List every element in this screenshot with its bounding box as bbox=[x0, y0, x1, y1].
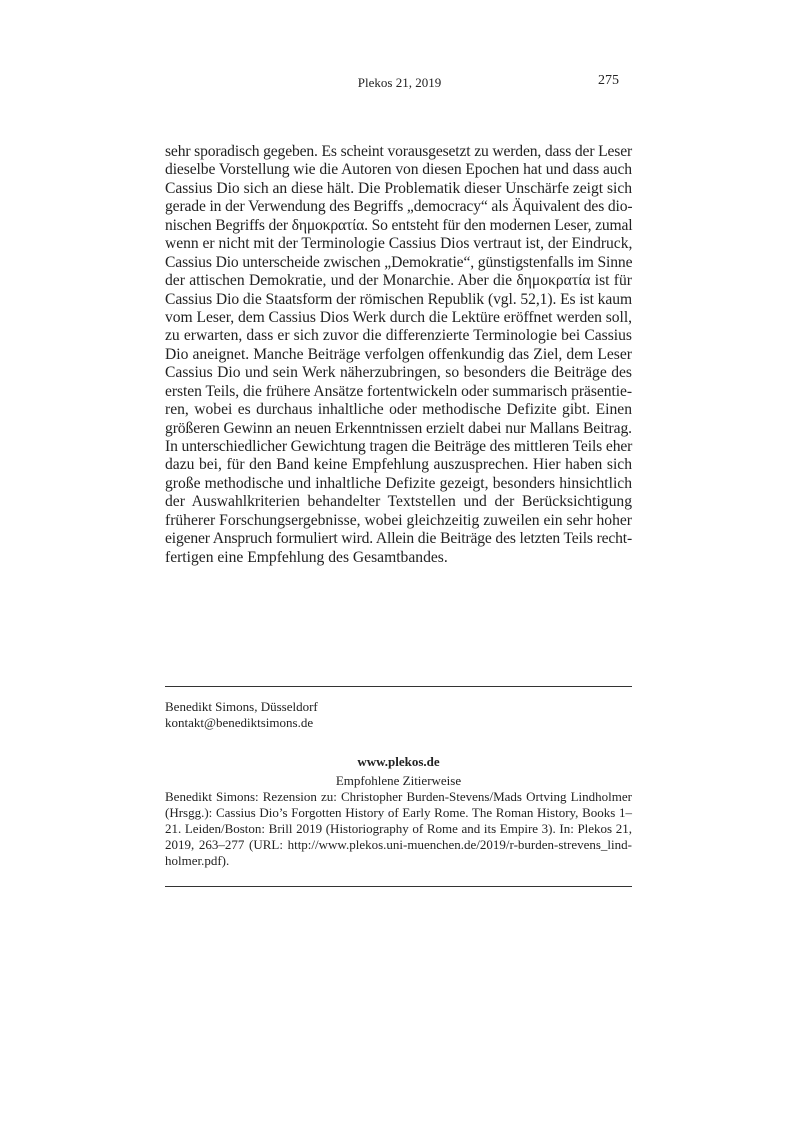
text-line: ren, wobei es durchaus inhaltliche oder methodische Defizite gibt. Einen bbox=[165, 401, 632, 419]
divider-bottom bbox=[165, 886, 632, 887]
text-line: Benedikt Simons: Rezension zu: Christopher Burden-Stevens/Mads Ortving Lindholmer bbox=[165, 789, 632, 804]
text-line: In unterschiedlicher Gewichtung tragen die Beiträge des mittleren Teils eher bbox=[165, 438, 633, 455]
text-line: ersten Teils, die frühere Ansätze fortentwickeln oder summarisch präsentie- bbox=[165, 382, 633, 400]
author-name-place: Benedikt Simons, Düsseldorf bbox=[165, 699, 318, 714]
text-line: fertigen eine Empfehlung des Gesamtbandes. bbox=[165, 548, 448, 566]
running-header: Plekos 21, 2019 bbox=[357, 75, 442, 90]
divider-top bbox=[165, 686, 632, 687]
text-line: Cassius Dio sich an diese hält. Die Problematik dieser Unschärfe zeigt sich bbox=[165, 179, 632, 197]
text-line: der attischen Demokratie, und der Monarchie. Aber die δημοκρατία ist für bbox=[165, 272, 632, 290]
citation bbox=[165, 789, 632, 869]
text-line: 21. Leiden/Boston: Brill 2019 (Historiography of Rome and its Empire 3). In: Plekos 21, bbox=[165, 821, 632, 836]
website-link[interactable]: www.plekos.de bbox=[357, 754, 440, 769]
text-line: große methodische und inhaltliche Defizite gezeigt, besonders hinsichtlich bbox=[165, 474, 632, 492]
text-line: Cassius Dio und sein Werk näherzubringen, so besonders die Beiträge des bbox=[165, 364, 632, 382]
text-line: sehr sporadisch gegeben. Es scheint vorausgesetzt zu werden, dass der Leser bbox=[165, 143, 633, 160]
text-line: dazu bei, für den Band keine Empfehlung auszusprechen. Hier haben sich bbox=[165, 456, 632, 474]
text-line: größeren Gewinn an neuen Erkenntnissen erzielt dabei nur Mallans Beitrag. bbox=[165, 419, 632, 437]
author-info bbox=[165, 699, 632, 731]
text-line: Cassius Dio unterscheide zwischen „Demokratie“, günstigstenfalls im Sinne bbox=[165, 253, 633, 271]
text-line: (Hrsgg.): Cassius Dio’s Forgotten History of Early Rome. The Roman History, Books 1– bbox=[165, 805, 632, 820]
page-number: 275 bbox=[598, 73, 619, 88]
citation-heading: Empfohlene Zitierweise bbox=[335, 773, 462, 788]
text-line: Dio aneignet. Manche Beiträge verfolgen offenkundig das Ziel, dem Leser bbox=[165, 345, 632, 363]
text-line: dieselbe Vorstellung wie die Autoren von diesen Epochen hat und dass auch bbox=[165, 161, 632, 179]
text-line: gerade in der Verwendung des Begriffs „democracy“ als Äquivalent des dio- bbox=[165, 198, 633, 216]
author-email[interactable]: kontakt@benediktsimons.de bbox=[165, 715, 314, 730]
text-line: zu erwarten, dass er sich zuvor die differenzierte Terminologie bei Cassius bbox=[165, 327, 632, 345]
text-line: nischen Begriffs der δημοκρατία. So entsteht für den modernen Leser, zumal bbox=[165, 216, 633, 234]
text-line: holmer.pdf). bbox=[165, 853, 230, 868]
text-line: 2019, 263–277 (URL: http://www.plekos.uni-muenchen.de/2019/r-burden-strevens_lind- bbox=[165, 837, 632, 852]
text-line: vom Leser, dem Cassius Dios Werk durch die Lektüre eröffnet werden soll, bbox=[165, 308, 632, 326]
text-line: eigener Anspruch formuliert wird. Allein die Beiträge des letzten Teils recht- bbox=[165, 530, 632, 548]
text-line: früherer Forschungsergebnisse, wobei gleichzeitig zuweilen ein sehr hoher bbox=[165, 511, 632, 529]
text-line: Cassius Dio die Staatsform der römischen Republik (vgl. 52,1). Es ist kaum bbox=[165, 290, 632, 308]
text-line: der Auswahlkriterien behandelter Textstellen und der Berücksichtigung bbox=[165, 493, 632, 511]
body-text bbox=[165, 143, 632, 567]
text-line: wenn er nicht mit der Terminologie Cassius Dios vertraut ist, der Eindruck, bbox=[165, 235, 633, 253]
